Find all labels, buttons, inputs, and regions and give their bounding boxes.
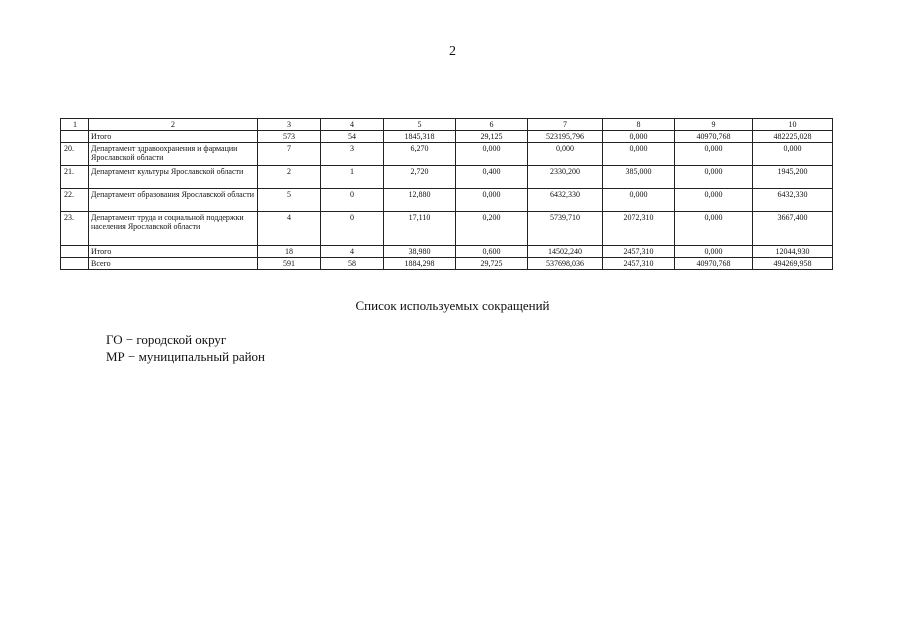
column-header: 6 [456,119,528,131]
value-cell: 2457,310 [603,246,675,258]
value-cell: 7 [258,143,321,166]
table-row [61,143,833,166]
value-cell: 523195,796 [528,131,603,143]
value-cell: 0,000 [675,212,753,246]
row-index-cell: 23. [61,212,89,246]
row-name-cell: Департамент здравоохранения и фармации Ярославской области [89,143,258,166]
row-name-cell: Всего [89,258,258,270]
value-cell: 29,125 [456,131,528,143]
abbreviations-title: Список используемых сокращений [355,298,550,313]
value-cell: 0,000 [675,246,753,258]
value-cell: 18 [258,246,321,258]
row-name-cell: Департамент труда и социальной поддержки населения Ярославской области [89,212,258,246]
value-cell: 0,000 [603,131,675,143]
value-cell: 0,000 [603,143,675,166]
value-cell: 6432,330 [528,189,603,212]
abbreviation-item: МР − муниципальный район [106,349,266,364]
column-header: 3 [258,119,321,131]
value-cell: 4 [258,212,321,246]
value-cell: 1945,200 [753,166,833,189]
column-header: 1 [61,119,89,131]
row-index-cell [61,131,89,143]
value-cell: 482225,028 [753,131,833,143]
value-cell: 0,000 [456,189,528,212]
value-cell: 14502,240 [528,246,603,258]
value-cell: 2457,310 [603,258,675,270]
row-name-cell: Итого [89,246,258,258]
row-index-cell [61,246,89,258]
value-cell: 0 [321,189,384,212]
value-cell: 573 [258,131,321,143]
table-header-row [61,119,833,131]
value-cell: 3667,400 [753,212,833,246]
value-cell: 0,000 [603,189,675,212]
column-header: 7 [528,119,603,131]
column-header: 4 [321,119,384,131]
report-table [60,118,833,270]
abbreviations-list [106,331,265,365]
value-cell: 6,270 [384,143,456,166]
column-header: 2 [89,119,258,131]
value-cell: 2,720 [384,166,456,189]
value-cell: 29,725 [456,258,528,270]
value-cell: 0,000 [753,143,833,166]
row-name-cell: Департамент культуры Ярославской области [89,166,258,189]
value-cell: 58 [321,258,384,270]
value-cell: 537698,036 [528,258,603,270]
value-cell: 12,880 [384,189,456,212]
value-cell: 38,980 [384,246,456,258]
value-cell: 1 [321,166,384,189]
value-cell: 494269,958 [753,258,833,270]
value-cell: 385,000 [603,166,675,189]
value-cell: 0,000 [528,143,603,166]
value-cell: 0,400 [456,166,528,189]
row-index-cell: 20. [61,143,89,166]
value-cell: 17,110 [384,212,456,246]
abbreviation-item: ГО − городской округ [106,332,227,347]
value-cell: 6432,330 [753,189,833,212]
row-index-cell: 21. [61,166,89,189]
value-cell: 2072,310 [603,212,675,246]
value-cell: 4 [321,246,384,258]
value-cell: 0,000 [675,189,753,212]
value-cell: 591 [258,258,321,270]
column-header: 9 [675,119,753,131]
column-header: 10 [753,119,833,131]
value-cell: 3 [321,143,384,166]
value-cell: 0,000 [675,166,753,189]
value-cell: 12044,930 [753,246,833,258]
value-cell: 0,000 [675,143,753,166]
value-cell: 0,000 [456,143,528,166]
table-row [61,131,833,143]
row-name-cell: Департамент образования Ярославской области [89,189,258,212]
value-cell: 1884,298 [384,258,456,270]
row-name-cell: Итого [89,131,258,143]
table-row [61,189,833,212]
row-index-cell [61,258,89,270]
report-table-body [61,119,833,270]
page-number: 2 [449,44,456,59]
column-header: 8 [603,119,675,131]
value-cell: 40970,768 [675,258,753,270]
table-row [61,166,833,189]
value-cell: 0,600 [456,246,528,258]
value-cell: 0,200 [456,212,528,246]
column-header: 5 [384,119,456,131]
value-cell: 40970,768 [675,131,753,143]
table-row [61,212,833,246]
table-row [61,258,833,270]
table-row [61,246,833,258]
value-cell: 0 [321,212,384,246]
value-cell: 54 [321,131,384,143]
value-cell: 5 [258,189,321,212]
value-cell: 1845,318 [384,131,456,143]
value-cell: 2 [258,166,321,189]
row-index-cell: 22. [61,189,89,212]
value-cell: 5739,710 [528,212,603,246]
value-cell: 2330,200 [528,166,603,189]
